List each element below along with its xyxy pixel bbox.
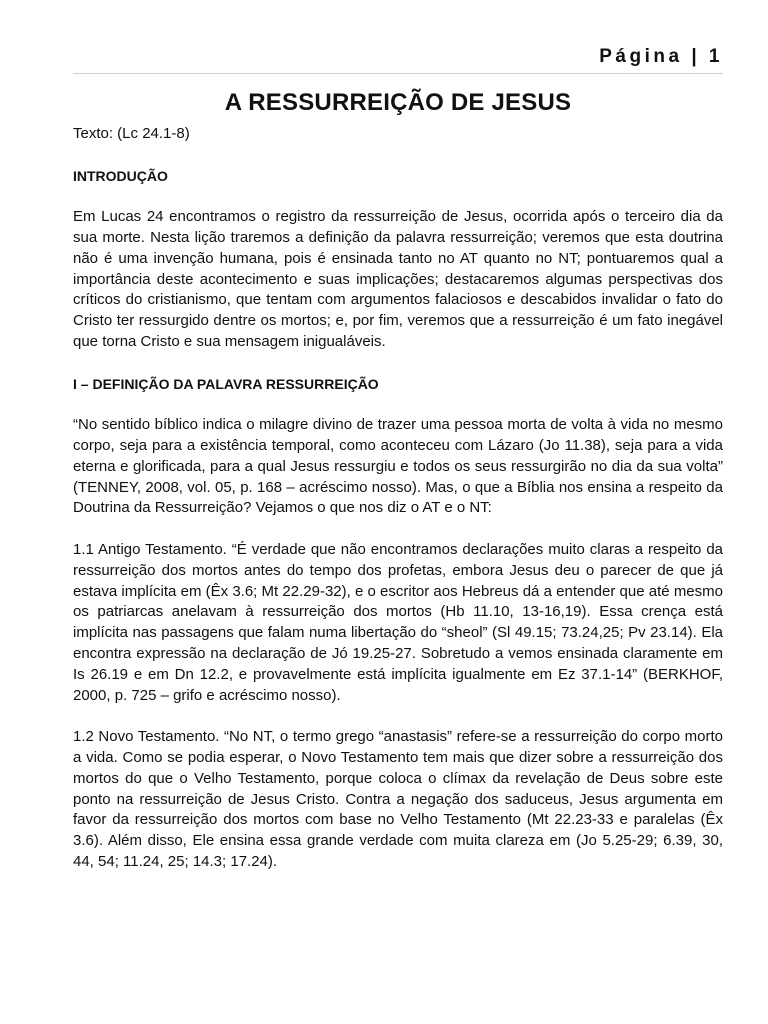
section-1-heading: I – DEFINIÇÃO DA PALAVRA RESSURREIÇÃO — [73, 375, 379, 392]
paragraph-spacer — [73, 186, 723, 207]
document-title: A RESSURREIÇÃO DE JESUS — [224, 89, 572, 116]
page-number-header: Página | 1 — [599, 46, 723, 67]
document-body — [73, 124, 723, 873]
header-divider — [73, 73, 723, 74]
introduction-heading: INTRODUÇÃO — [73, 167, 168, 184]
subsection-1-1-paragraph: 1.1 Antigo Testamento. “É verdade que não encontramos declarações muito claras a respeito da ressurreição dos mortos antes do tempo dos profetas, embora Jesus deu o parecer de que já estava implícita em (Êx 3.6; Mt 22.29-32), e o escritor aos Hebreus dá a entender que até mesmo os patriarcas anelavam à ressurreição dos mortos (Hb 11.10, 13-16,19). Essa crença está implícita nas passagens que falam numa libertação do “sheol” (Sl 49.15; 73.24,25; Pv 23.14). Ela encontra expressão na declaração de Jó 19.25-27. Sobretudo a vemos ensinada claramente em Is 26.19 e em Dn 12.2, e provavelmente está implícita igualmente em Ez 37.1-14” (BERKHOF, 2000, p. 725 – grifo e acréscimo nosso). — [73, 540, 723, 704]
section-1-paragraph: “No sentido bíblico indica o milagre divino de trazer uma pessoa morta de volta à vida no mesmo corpo, seja para a existência temporal, como aconteceu com Lázaro (Jo 11.38), seja para a vida eterna e glorificada, para a qual Jesus ressurgiu e todos os seus ressurgirão no dia da sua volta” (TENNEY, 2008, vol. 05, p. 168 – acréscimo nosso). Mas, o que a Bíblia nos ensina a respeito da Doutrina da Ressurreição? Vejamos o que nos diz o AT e o NT: — [73, 416, 723, 517]
paragraph-spacer — [73, 519, 723, 540]
subsection-1-2-paragraph: 1.2 Novo Testamento. “No NT, o termo grego “anastasis” refere-se a ressurreição do corpo morto a vida. Como se podia esperar, o Novo Testamento tem mais que dizer sobre a ressurreição dos mortos do que o Velho Testamento, porque coloca o clímax da revelação de Deus sobre este ponto na ressurreição de Jesus Cristo. Contra a negação dos saduceus, Jesus argumenta em favor da ressurreição dos mortos com base no Velho Testamento (Mt 22.23-33 e paralelas (Êx 3.6). Além disso, Ele ensina essa grande verdade com muita clareza em (Jo 5.25-29; 6.39, 30, 44, 54; 11.24, 25; 14.3; 17.24). — [73, 728, 723, 870]
paragraph-spacer — [73, 145, 723, 166]
paragraph-spacer — [73, 353, 723, 374]
document-page — [73, 0, 723, 1024]
introduction-paragraph: Em Lucas 24 encontramos o registro da ressurreição de Jesus, ocorrida após o terceiro dia da sua morte. Nesta lição traremos a definição da palavra ressurreição; veremos que esta doutrina não é uma invenção humana, pois é ensinada tanto no AT quanto no NT; pontuaremos qual a importância deste acontecimento e suas implicações; destacaremos algumas perspectivas dos críticos do cristianismo, que tentam com argumentos falaciosos e descabidos invalidar o fato do Cristo ter ressurgido dentre os mortos; e, por fim, veremos que a ressurreição é um fato inegável que torna Cristo e sua mensagem inigualáveis. — [73, 208, 723, 350]
paragraph-spacer — [73, 394, 723, 415]
text-reference: Texto: (Lc 24.1-8) — [73, 125, 190, 142]
paragraph-spacer — [73, 706, 723, 727]
